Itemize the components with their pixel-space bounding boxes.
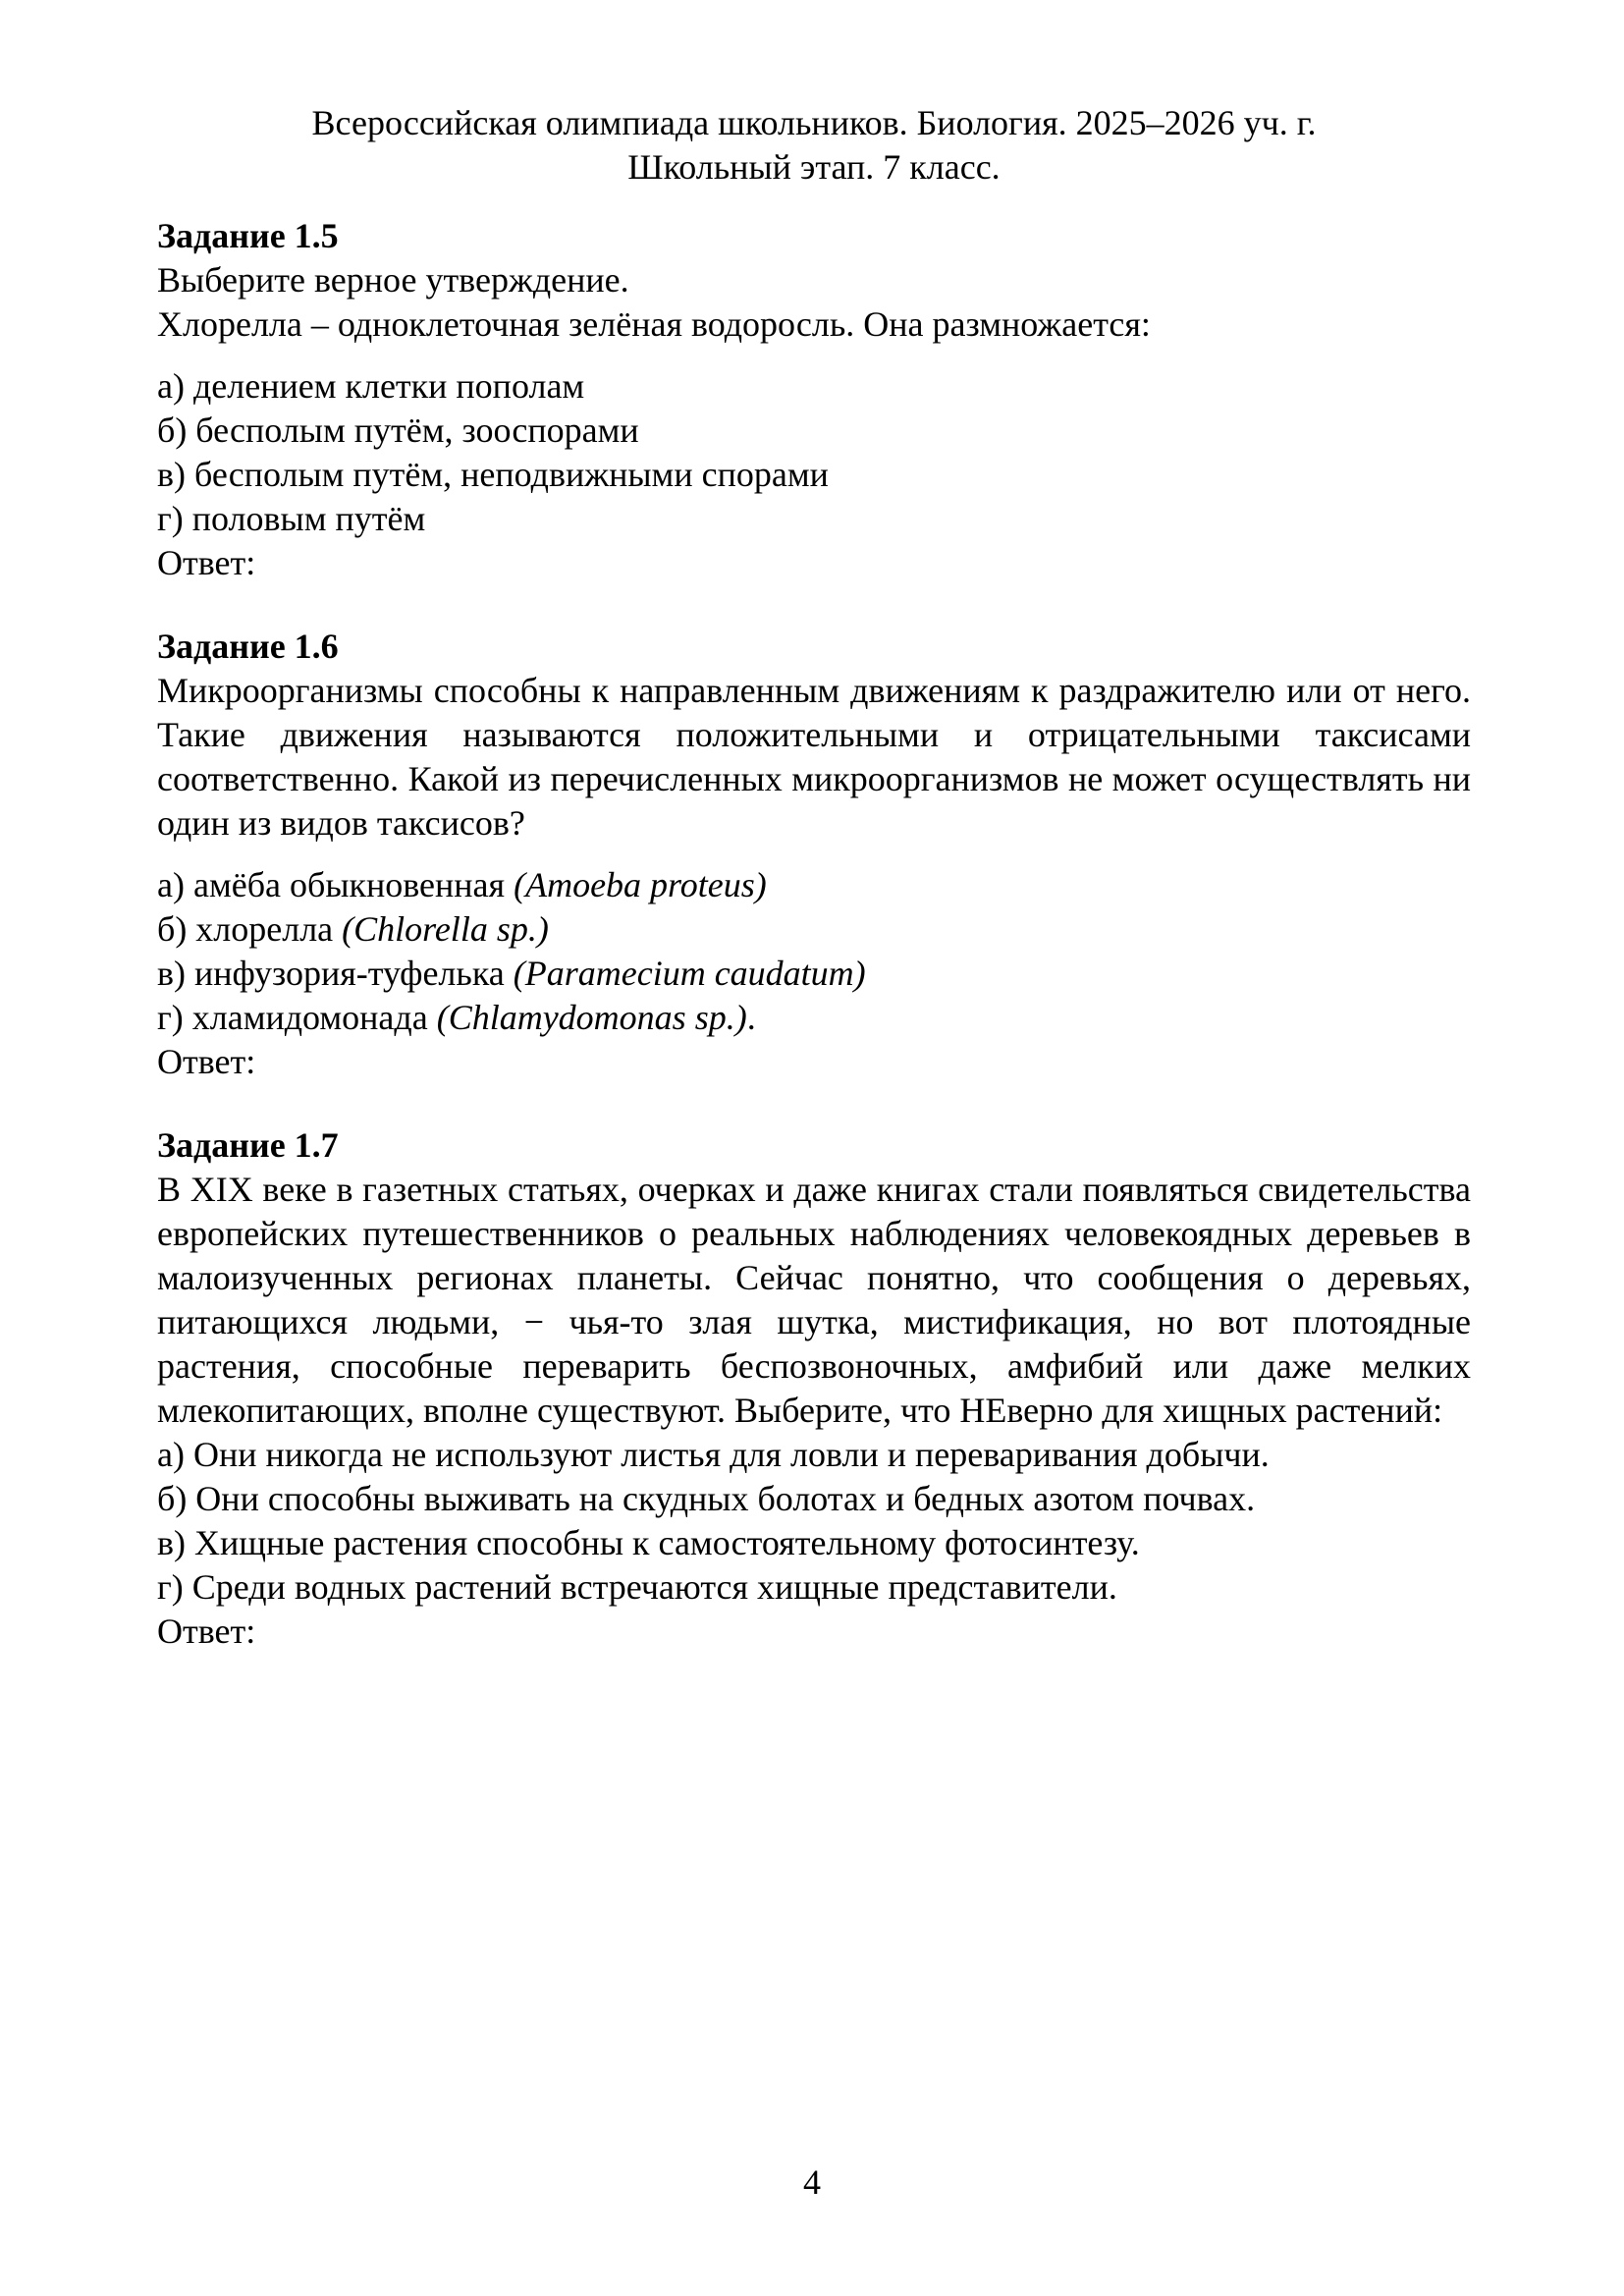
task-1-5-question: Хлорелла – одноклеточная зелёная водоросль. Она размножается: [157, 304, 1151, 344]
option-text: б) хлорелла [157, 909, 343, 949]
task-1-7-options [157, 1433, 1471, 1610]
task-1-6-answer-label: Ответ: [157, 1042, 256, 1081]
task-1-7-title: Задание 1.7 [157, 1125, 339, 1165]
task-1-7-option-g: г) Среди водных растений встречаются хищные представители. [157, 1567, 1117, 1607]
latin-species-name: (Amoeba proteus) [514, 865, 767, 904]
latin-species-name: (Chlorella sp.) [342, 909, 549, 949]
latin-species-name: (Chlamydomonas sp.) [436, 998, 747, 1037]
task-1-5-intro-line: Выберите верное утверждение. [157, 260, 629, 300]
task-1-5-option-g: г) половым путём [157, 499, 426, 538]
task-1-6-option-g [157, 996, 1471, 1040]
task-1-7-answer-label: Ответ: [157, 1612, 256, 1651]
task-1-5-option-a: а) делением клетки пополам [157, 366, 585, 406]
task-1-6-options [157, 863, 1471, 1040]
task-1-7-option-b: б) Они способны выживать на скудных болотах и бедных азотом почвах. [157, 1479, 1256, 1518]
task-1-6-option-v [157, 952, 1471, 996]
option-text: г) хламидомонада [157, 998, 437, 1037]
option-text: а) амёба обыкновенная [157, 865, 514, 904]
task-1-6-option-a [157, 863, 1471, 907]
task-1-7-option-a: а) Они никогда не используют листья для ловли и переваривания добычи. [157, 1435, 1270, 1474]
task-1-7-option-v: в) Хищные растения способны к самостоятельному фотосинтезу. [157, 1523, 1140, 1562]
task-1-6-question: Микроорганизмы способны к направленным движениям к раздражителю или от него. Такие движения называются положительными и отрицательными таксисами соответственно. Какой из перечисленных микроорганизмов не может осуществлять ни один из видов таксисов? [157, 671, 1471, 843]
header-line-2: Школьный этап. 7 класс. [627, 147, 1001, 187]
task-1-5-option-b: б) бесполым путём, зооспорами [157, 410, 639, 450]
document-content [157, 101, 1471, 1654]
option-text: в) инфузория-туфелька [157, 954, 514, 993]
task-1-5 [157, 214, 1471, 585]
latin-species-name: (Paramecium caudatum) [513, 954, 866, 993]
page-number: 4 [803, 2162, 821, 2202]
task-1-7-question: В XIX веке в газетных статьях, очерках и даже книгах стали появляться свидетельства европейских путешественников о реальных наблюдениях человекоядных деревьев в малоизученных регионах планеты. Сейчас понятно, что сообщения о деревьях, питающихся людьми, − чья-то злая шутка, мистификация, но вот плотоядные растения, способные переварить беспозвоночных, амфибий или даже мелких млекопитающих, вполне существуют. Выберите, что НЕверно для хищных растений: [157, 1170, 1471, 1430]
task-1-6 [157, 625, 1471, 1084]
task-1-7 [157, 1123, 1471, 1654]
task-1-6-title: Задание 1.6 [157, 627, 339, 666]
task-1-5-title: Задание 1.5 [157, 216, 339, 255]
document-header [157, 101, 1471, 190]
task-1-5-options [157, 364, 1471, 541]
task-1-5-option-v: в) бесполым путём, неподвижными спорами [157, 455, 829, 494]
task-1-5-answer-label: Ответ: [157, 543, 256, 582]
header-line-1: Всероссийская олимпиада школьников. Биология. 2025–2026 уч. г. [311, 103, 1317, 142]
task-1-6-option-b [157, 907, 1471, 952]
option-text: . [746, 998, 756, 1037]
